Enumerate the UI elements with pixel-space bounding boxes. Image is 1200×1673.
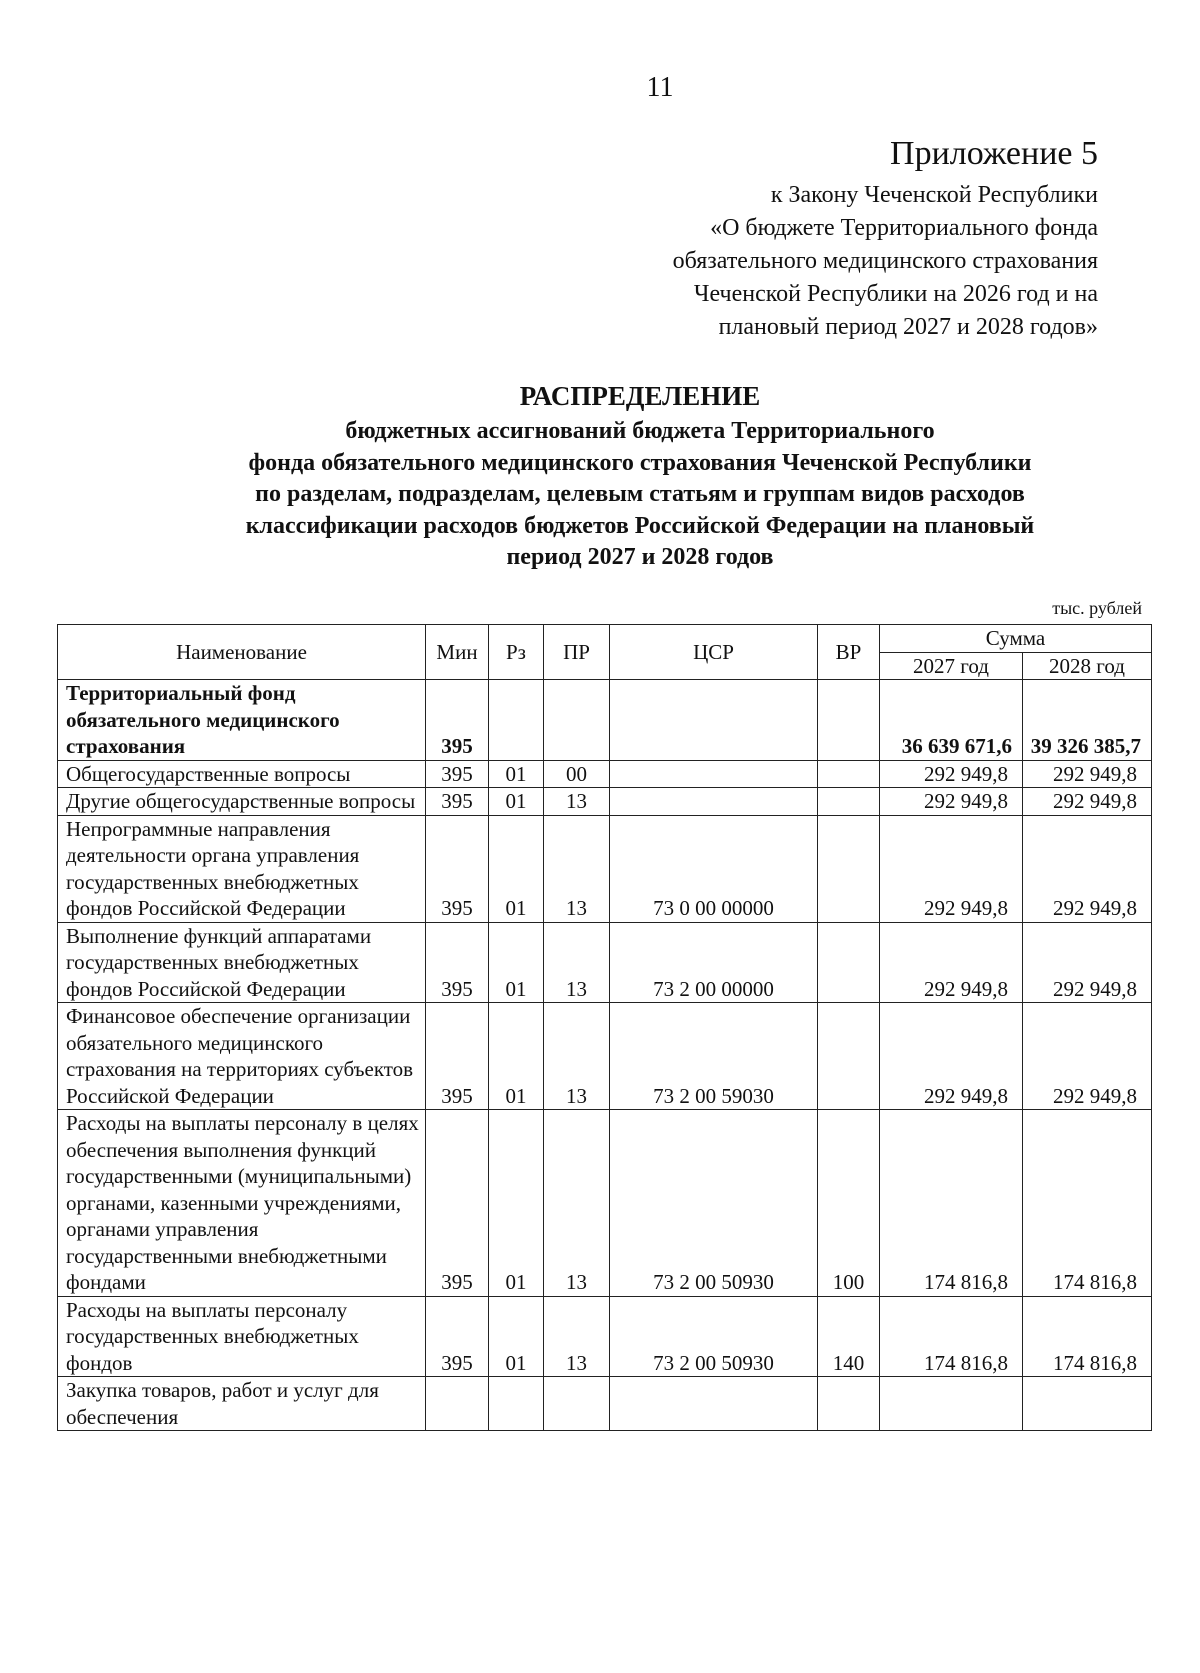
header-rz: Рз	[489, 625, 544, 680]
row-rz: 01	[489, 922, 544, 1003]
document-heading	[160, 378, 1120, 574]
document-title: РАСПРЕДЕЛЕНИЕ	[519, 381, 761, 411]
appendix-line: плановый период 2027 и 2028 годов»	[718, 314, 1098, 340]
budget-table	[57, 624, 1152, 1431]
row-csr: 73 0 00 00000	[610, 815, 818, 922]
row-vr	[818, 1003, 880, 1110]
row-2028: 292 949,8	[1023, 922, 1152, 1003]
table-row	[58, 922, 1152, 1003]
header-2027: 2027 год	[880, 652, 1023, 680]
appendix-block	[578, 132, 1098, 344]
row-2027: 174 816,8	[880, 1110, 1023, 1297]
row-2027: 292 949,8	[880, 815, 1023, 922]
row-csr: 73 2 00 50930	[610, 1296, 818, 1377]
row-vr	[818, 760, 880, 788]
table-row	[58, 760, 1152, 788]
heading-line: фонда обязательного медицинского страхования Чеченской Республики	[248, 449, 1032, 476]
row-2028: 174 816,8	[1023, 1296, 1152, 1377]
row-rz: 01	[489, 788, 544, 816]
row-csr	[610, 760, 818, 788]
row-csr	[610, 680, 818, 761]
header-name: Наименование	[58, 625, 426, 680]
table-row	[58, 680, 1152, 761]
row-csr: 73 2 00 50930	[610, 1110, 818, 1297]
row-pr: 13	[544, 1110, 610, 1297]
table-row	[58, 1110, 1152, 1297]
appendix-line: к Закону Чеченской Республики	[770, 182, 1098, 208]
row-2028	[1023, 1377, 1152, 1431]
row-name: Выполнение функций аппаратами государственных внебюджетных фондов Российской Федерации	[58, 922, 426, 1003]
row-name: Непрограммные направления деятельности органа управления государственных внебюджетных фондов Российской Федерации	[58, 815, 426, 922]
row-min: 395	[426, 788, 489, 816]
row-vr	[818, 922, 880, 1003]
row-min: 395	[426, 760, 489, 788]
row-2027	[880, 1377, 1023, 1431]
row-min: 395	[426, 1296, 489, 1377]
row-rz	[489, 680, 544, 761]
row-rz: 01	[489, 1296, 544, 1377]
row-2027: 36 639 671,6	[880, 680, 1023, 761]
row-pr	[544, 1377, 610, 1431]
row-name: Расходы на выплаты персоналу в целях обеспечения выполнения функций государственными (муниципальными) органами, казенными учреждениями, органами управления государственными внебюджетными фондами	[58, 1110, 426, 1297]
row-2027: 292 949,8	[880, 1003, 1023, 1110]
table-row	[58, 1003, 1152, 1110]
row-pr	[544, 680, 610, 761]
row-rz: 01	[489, 1110, 544, 1297]
row-vr	[818, 680, 880, 761]
row-pr: 13	[544, 922, 610, 1003]
row-csr	[610, 788, 818, 816]
row-2028: 174 816,8	[1023, 1110, 1152, 1297]
row-csr: 73 2 00 00000	[610, 922, 818, 1003]
row-2027: 292 949,8	[880, 760, 1023, 788]
row-csr: 73 2 00 59030	[610, 1003, 818, 1110]
header-sum: Сумма	[880, 625, 1152, 653]
row-vr	[818, 1377, 880, 1431]
row-rz: 01	[489, 815, 544, 922]
appendix-line: Чеченской Республики на 2026 год и на	[693, 281, 1098, 307]
heading-line: период 2027 и 2028 годов	[506, 544, 774, 570]
row-2027: 292 949,8	[880, 788, 1023, 816]
header-csr: ЦСР	[610, 625, 818, 680]
row-vr: 100	[818, 1110, 880, 1297]
header-pr: ПР	[544, 625, 610, 680]
row-vr	[818, 815, 880, 922]
header-vr: ВР	[818, 625, 880, 680]
header-2028: 2028 год	[1023, 652, 1152, 680]
row-min: 395	[426, 815, 489, 922]
row-pr: 00	[544, 760, 610, 788]
row-name: Общегосударственные вопросы	[58, 760, 426, 788]
row-min: 395	[426, 922, 489, 1003]
header-min: Мин	[426, 625, 489, 680]
row-vr	[818, 788, 880, 816]
table-row	[58, 788, 1152, 816]
row-2027: 174 816,8	[880, 1296, 1023, 1377]
table-row	[58, 815, 1152, 922]
row-pr: 13	[544, 815, 610, 922]
row-pr: 13	[544, 788, 610, 816]
heading-line: бюджетных ассигнований бюджета Территориального	[345, 418, 935, 444]
row-2028: 39 326 385,7	[1023, 680, 1152, 761]
appendix-line: обязательного медицинского страхования	[672, 248, 1098, 274]
row-rz: 01	[489, 760, 544, 788]
units-label: тыс. рублей	[1052, 598, 1142, 618]
appendix-line: «О бюджете Территориального фонда	[710, 215, 1098, 241]
row-name: Другие общегосударственные вопросы	[58, 788, 426, 816]
heading-line: классификации расходов бюджетов Российской Федерации на плановый	[245, 512, 1035, 539]
row-min: 395	[426, 1110, 489, 1297]
row-2028: 292 949,8	[1023, 788, 1152, 816]
row-vr: 140	[818, 1296, 880, 1377]
table-row	[58, 1296, 1152, 1377]
row-name: Закупка товаров, работ и услуг для обеспечения	[58, 1377, 426, 1431]
row-2028: 292 949,8	[1023, 1003, 1152, 1110]
heading-line: по разделам, подразделам, целевым статьям и группам видов расходов	[255, 481, 1025, 507]
row-min: 395	[426, 680, 489, 761]
row-min	[426, 1377, 489, 1431]
row-pr: 13	[544, 1003, 610, 1110]
row-name: Финансовое обеспечение организации обязательного медицинского страхования на территориях субъектов Российской Федерации	[58, 1003, 426, 1110]
row-csr	[610, 1377, 818, 1431]
row-2028: 292 949,8	[1023, 815, 1152, 922]
row-rz	[489, 1377, 544, 1431]
row-name: Расходы на выплаты персоналу государственных внебюджетных фондов	[58, 1296, 426, 1377]
row-pr: 13	[544, 1296, 610, 1377]
row-min: 395	[426, 1003, 489, 1110]
appendix-title: Приложение 5	[890, 135, 1098, 172]
row-name: Территориальный фонд обязательного медицинского страхования	[58, 680, 426, 761]
row-rz: 01	[489, 1003, 544, 1110]
row-2027: 292 949,8	[880, 922, 1023, 1003]
page-number: 11	[646, 72, 674, 103]
table-row	[58, 1377, 1152, 1431]
row-2028: 292 949,8	[1023, 760, 1152, 788]
